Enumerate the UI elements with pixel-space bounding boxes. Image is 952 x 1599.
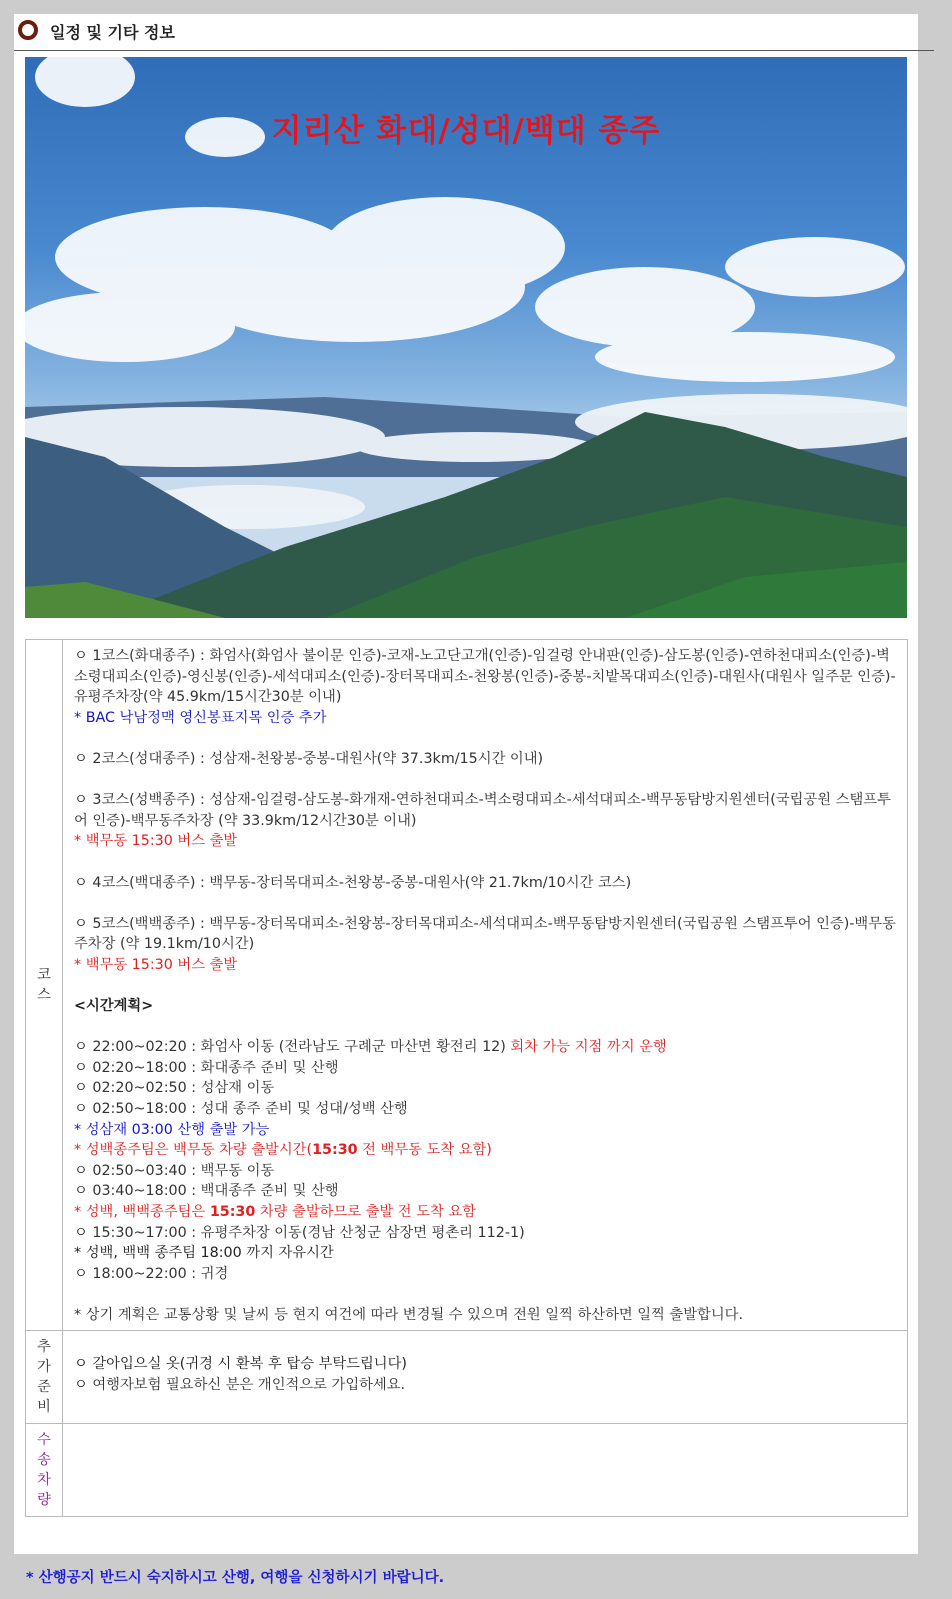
mountain-photo [25, 57, 907, 618]
table-row-extra [26, 1330, 908, 1423]
courses-cell [63, 640, 908, 1331]
schedule-item: ㅇ 02:20~18:00 : 화대종주 준비 및 산행 [74, 1059, 339, 1076]
course-2: ㅇ 2코스(성대종주) : 성삼재-천왕봉-중봉-대원사(약 37.3km/15시간 이내) [74, 750, 544, 767]
schedule-item: ㅇ 18:00~22:00 : 귀경 [74, 1265, 229, 1282]
vehicle-cell [63, 1423, 908, 1516]
schedule-item: ㅇ 22:00~02:20 : 화엄사 이동 (전라남도 구례군 마산면 황전리 12) 회차 가능 지점 까지 운행 [74, 1039, 667, 1056]
row-label-vehicle: 수송차량 [26, 1423, 63, 1516]
course-5: ㅇ 5코스(백백종주) : 백무동-장터목대피소-천왕봉-장터목대피소-세석대피소-백무동탐방지원센터(국립공원 스탬프투어 인증)-백무동주차장 (약 19.1km/10시간) [74, 915, 896, 953]
schedule-note: * 성백, 백백종주팀은 15:30 차량 출발하므로 출발 전 도착 요함 [74, 1204, 476, 1221]
schedule-note: * 성삼재 03:00 산행 출발 가능 [74, 1121, 270, 1138]
schedule-item: ㅇ 15:30~17:00 : 유평주차장 이동(경남 산청군 삼장면 평촌리 112-1) [74, 1224, 525, 1241]
course-4: ㅇ 4코스(백대종주) : 백무동-장터목대피소-천왕봉-중봉-대원사(약 21.7km/10시간 코스) [74, 874, 632, 891]
course-5-note: * 백무동 15:30 버스 출발 [74, 956, 238, 973]
header-divider [14, 50, 934, 51]
course-3-note: * 백무동 15:30 버스 출발 [74, 833, 238, 850]
course-info-table [25, 639, 908, 1517]
schedule-item: ㅇ 03:40~18:00 : 백대종주 준비 및 산행 [74, 1183, 339, 1200]
course-1: ㅇ 1코스(화대종주) : 화엄사(화엄사 불이문 인증)-코재-노고단고개(인증)-임걸령 안내판(인증)-삼도봉(인증)-연하천대피소(인증)-벽소령대피소(인증)-영신봉(인증)-세석대피소(인증)-장터목대피소-천왕봉(인증)-중봉-치밭목대피소(인증)-대원사(대원사 일주문 인증)-유평주차장(약 45.9km/15시간30분 이내) [74, 648, 896, 706]
extra-item: ㅇ 여행자보험 필요하신 분은 개인적으로 가입하세요. [74, 1376, 406, 1393]
extra-item: ㅇ 갈아입으실 옷(귀경 시 환복 후 탑승 부탁드립니다) [74, 1356, 407, 1372]
row-label-courses: 코스 [26, 640, 63, 1331]
footer-notice: * 산행공지 반드시 숙지하시고 산행, 여행을 신청하시기 바랍니다. [26, 1570, 445, 1586]
schedule-item: ㅇ 02:50~18:00 : 성대 종주 준비 및 성대/성백 산행 [74, 1101, 408, 1118]
table-row-vehicle [26, 1423, 908, 1516]
schedule-note: * 성백, 백백 종주팀 18:00 까지 자유시간 [74, 1245, 334, 1262]
row-label-extra: 추가준비 [26, 1330, 63, 1423]
photo-title: 지리산 화대/성대/백대 종주 [271, 113, 661, 149]
schedule-item: ㅇ 02:50~03:40 : 백무동 이동 [74, 1162, 275, 1179]
section-header [14, 14, 918, 50]
extra-cell [63, 1330, 908, 1423]
section-title: 일정 및 기타 정보 [50, 23, 175, 42]
table-row-courses [26, 640, 908, 1331]
schedule-item: ㅇ 02:20~02:50 : 성삼재 이동 [74, 1080, 275, 1097]
schedule-note: * 성백종주팀은 백무동 차량 출발시간(15:30 전 백무동 도착 요함) [74, 1142, 492, 1159]
course-1-note: * BAC 낙남정맥 영신봉표지목 인증 추가 [74, 709, 327, 726]
circle-bullet-icon [18, 20, 38, 40]
course-3: ㅇ 3코스(성백종주) : 성삼재-임걸령-삼도봉-화개재-연하천대피소-벽소령대피소-세석대피소-백무동탐방지원센터(국립공원 스탬프투어 인증)-백무동주차장 (약 33.9km/12시간30분 이내) [74, 792, 891, 829]
schedule-heading: <시간계획> [74, 998, 154, 1015]
schedule-disclaimer: * 상기 계획은 교통상황 및 날씨 등 현지 여건에 따라 변경될 수 있으며 전원 일찍 하산하면 일찍 출발합니다. [74, 1307, 743, 1323]
